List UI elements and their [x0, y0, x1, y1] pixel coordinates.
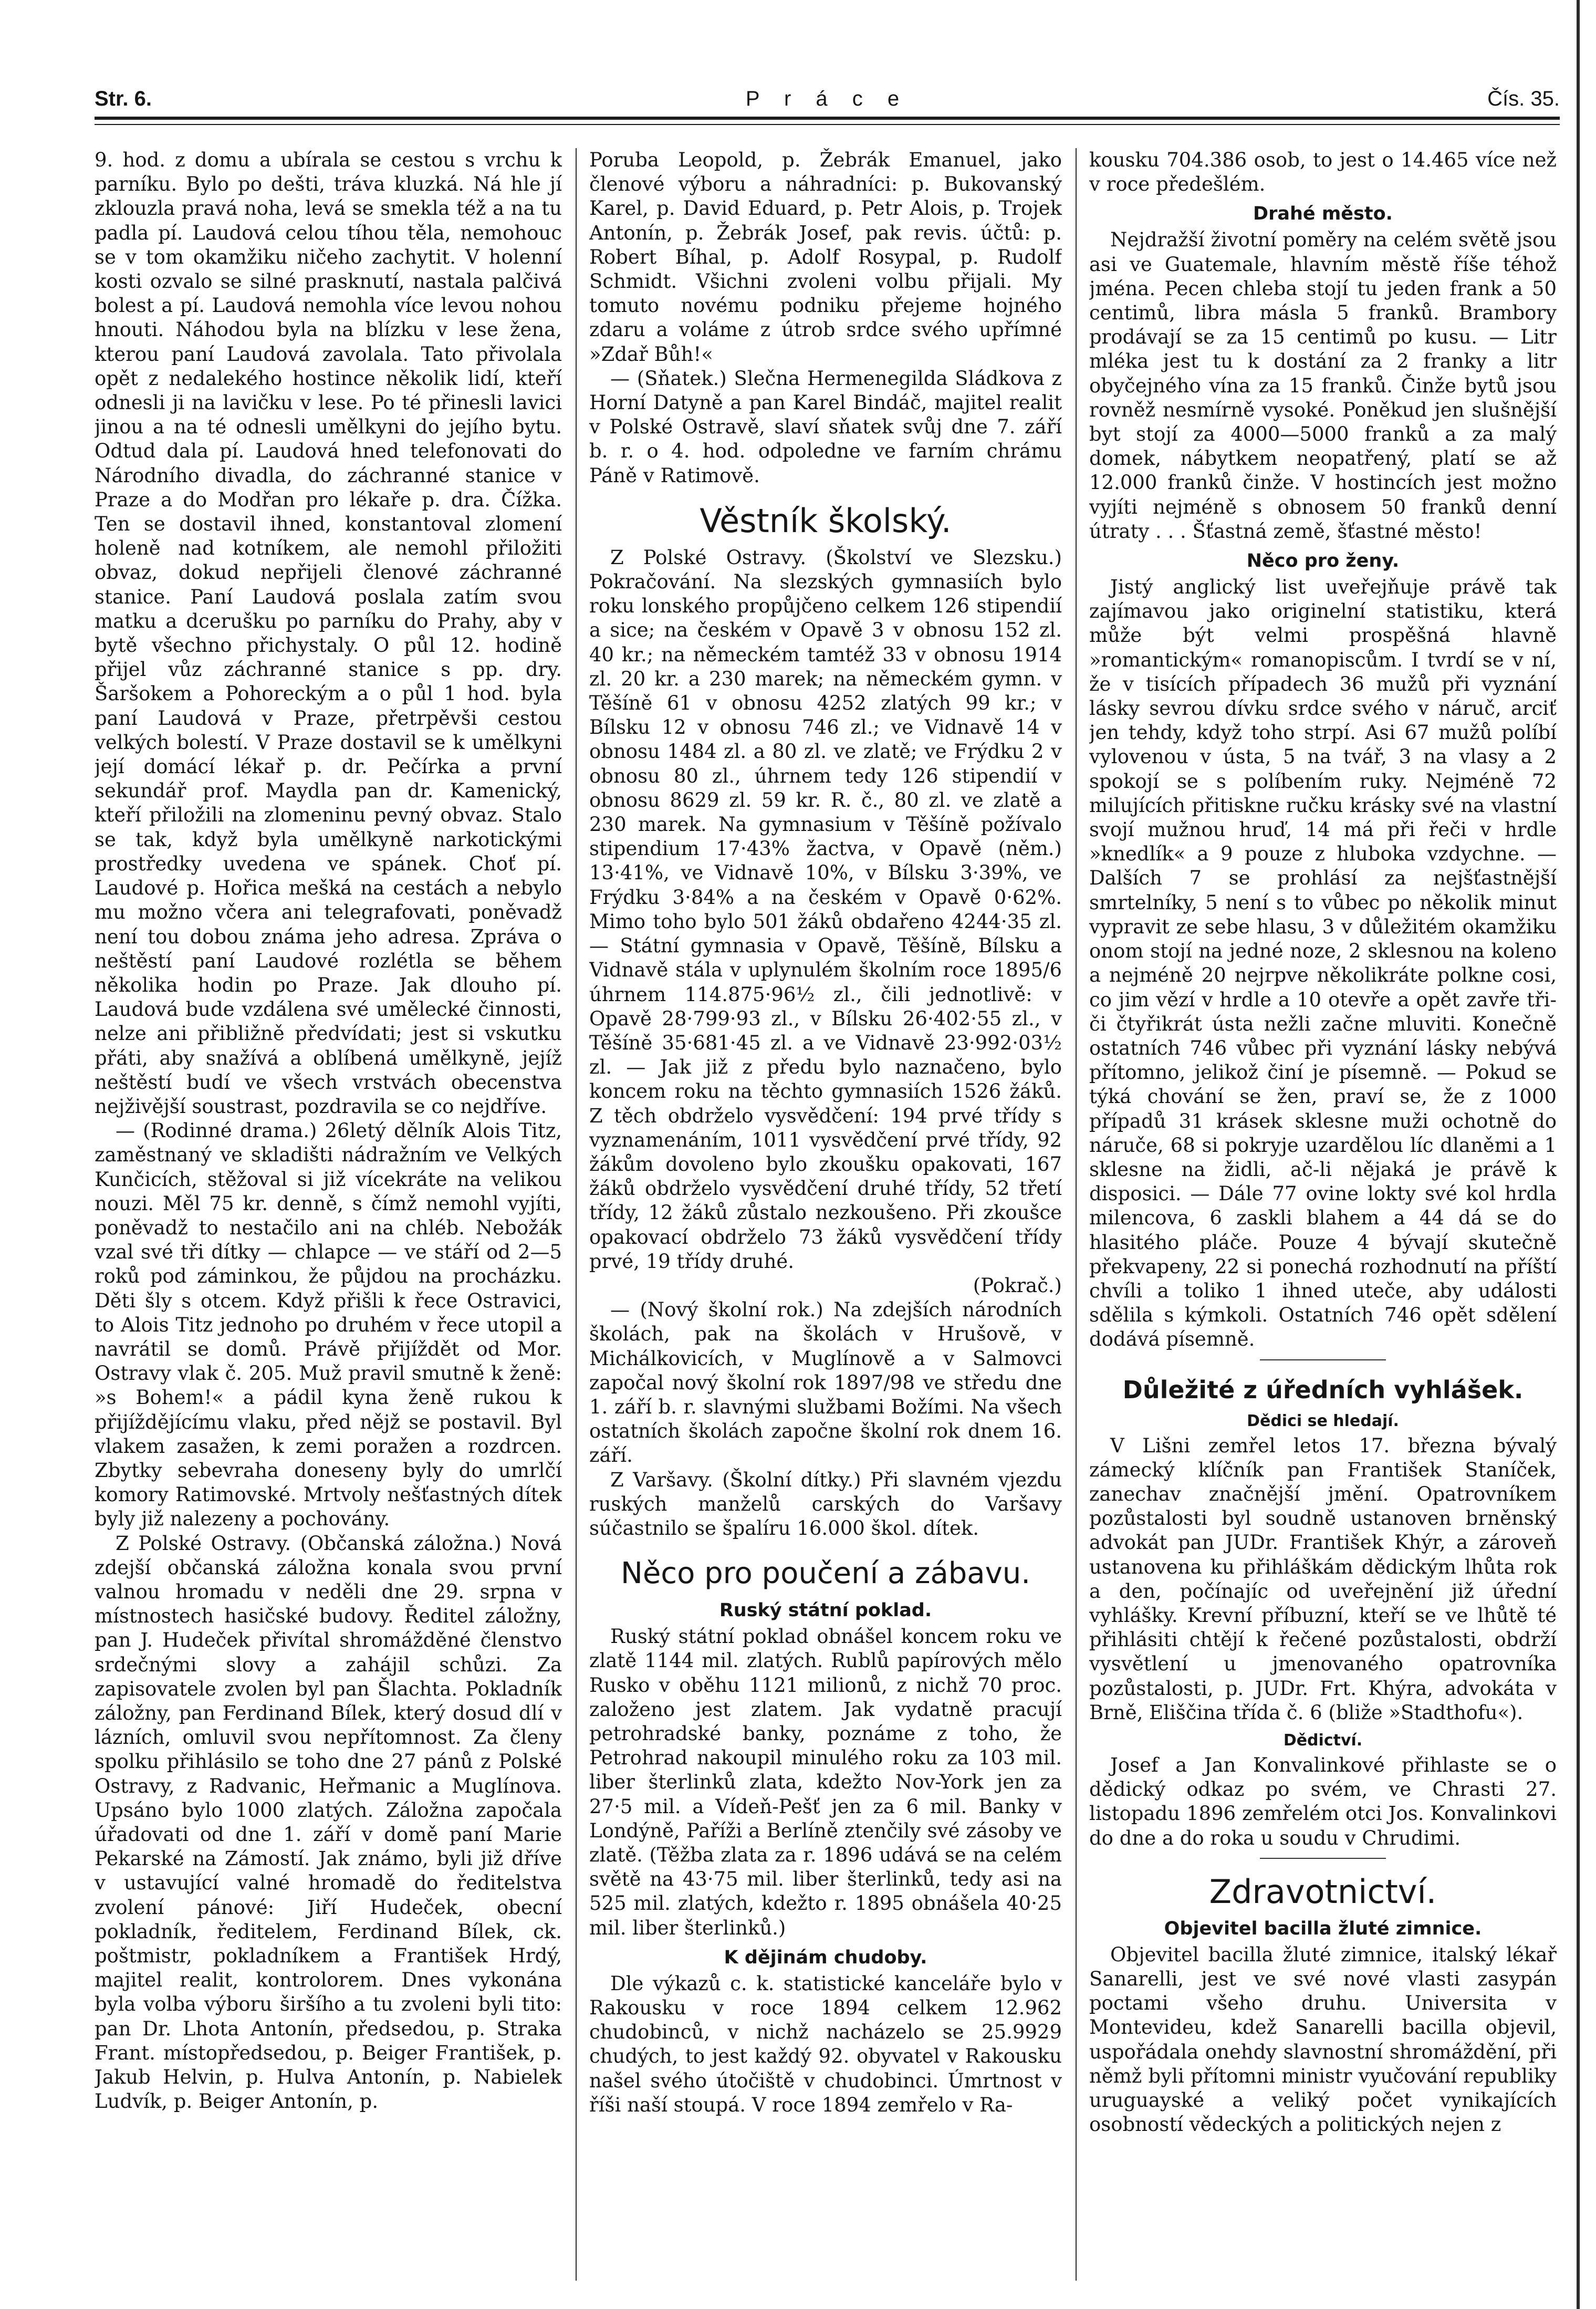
subheading-expensive-city: Drahé město.	[1253, 203, 1393, 225]
article-savings-bank: Z Polské Ostravy. (Občanská záložna.) Nová zdejší občanská záložna konala svou první valnou hromadu v neděli dne 29. srpna v místnostech hasičské budovy. Ředitel záložny, pan J. Hudeček přivítal shromážděné členstvo srdečnými slovy a zahájil schůzi. Za zapisovatele zvolen byl pan Šlachta. Pokladník záložny, pan Ferdinand Bílek, který dosud dlí v lázních, omluvil svou nepřítomnost. Za členy spolku přihlásilo se toho dne 27 pánů z Polské Ostravy, z Radvanic, Heřmanic a Muglínova. Upsáno bylo 1000 zlatých. Záložna započala úřadovati od dne 1. září v domě paní Marie Pekarské na Zámostí. Jak známo, byli již dříve v ustavující valné hromadě do ředitelstva zvolení pánové: Jiří Hudeček, obecní pokladník, ředitelem, Ferdinand Bílek, ck. poštmistr, pokladníkem a František Hrdý, majitel realit, kontrolorem. Dnes vykonána byla volba výboru širšího a tu zvoleni byli tito: pan Dr. Lhota Antonín, předsedou, p. Straka Frant. místopředsedou, p. Beiger František, p. Jakub Helvin, p. Hulva Antonín, p. Nabielek Ludvík, p. Beiger Antonín, p.	[95, 1532, 562, 2113]
separator-rule	[1260, 1858, 1386, 1859]
article-paragraph: Poruba Leopold, p. Žebrák Emanuel, jako členové výboru a náhradníci: p. Bukovanský Karel, p. David Eduard, p. Petr Alois, p. Trojek Antonín, p. Žebrák Josef, pak revis. účtů: p. Robert Bíhal, p. Adolf Rosypal, p. Rudolf Schmidt. Všichni zvoleni volbu přijali. My tomuto novému podniku přejeme hojného zdaru a voláme z útrob srdce svého upřímné »Zdař Bůh!«	[589, 149, 1062, 366]
article-paragraph: kousku 704.386 osob, to jest o 14.465 více než v roce předešlém.	[1089, 149, 1557, 196]
subheading-yellow-fever: Objevitel bacilla žluté zimnice.	[1164, 1918, 1482, 1939]
subheading-russian-treasury: Ruský státní poklad.	[719, 1600, 932, 1621]
subheading-heirs-wanted: Dědici se hledají.	[1247, 1411, 1399, 1430]
article-wedding: — (Sňatek.) Slečna Hermenegilda Sládkova z Horní Datyně a pan Karel Bindáč, majitel realit v Polské Ostravě, slaví sňatek svůj dne 7. září b. r. o 4. hod. odpoledne ve farním chrámu Páně v Ratimově.	[589, 367, 1062, 487]
continued-note: (Pokrač.)	[973, 1274, 1062, 1297]
column-divider	[576, 148, 577, 2281]
article-warsaw: Z Varšavy. (Školní dítky.) Při slavném vjezdu ruských manželů carských do Varšavy súčastnilo se špalíru 16.000 škol. dítek.	[589, 1468, 1062, 1540]
article-school-silesia: Z Polské Ostravy. (Školství ve Slezsku.) Pokračování. Na slezských gymnasiích bylo roku lonského propůjčeno celkem 126 stipendií a sice; na českém v Opavě 3 v obnosu 152 zl. 40 kr.; na německém tamtéž 33 v obnosu 1914 zl. 20 kr. a 230 marek; na německém gymn. v Těšíně 61 v obnosu 4252 zlatých 99 kr.; v Bílsku 12 v obnosu 746 zl.; ve Vidnavě 14 v obnosu 1484 zl. a 80 zl. ve zlatě; ve Frýdku 2 v obnosu 80 zl., úhrnem tedy 126 stipendií v obnosu 8629 zl. 59 kr. R. č., 80 zl. ve zlatě a 230 marek. Na gymnasium v Těšíně požívalo stipendium 17·43% žactva, v Opavě (něm.) 13·41%, ve Vidnavě 10%, v Bílsku 3·39%, ve Frýdku 3·84% a na českém v Opavě 0·62%. Mimo toho bylo 501 žáků obdařeno 4244·35 zl. — Státní gymnasia v Opavě, Těšíně, Bílsku a Vidnavě stála v uplynulém školním roce 1895/6 úhrnem 114.875·96½ zl., čili jednotlivě: v Opavě 28·799·93 zl., v Bílsku 26·402·55 zl., v Těšíně 35·681·45 zl. a ve Vidnavě 23·992·03½ zl. — Jak již z předu bylo naznačeno, bylo koncem roku na těchto gymnasiích 1526 žáků. Z těch obdrželo vysvědčení: 194 prvé třídy s vyznamenáním, 1011 vysvědčení prvé třídy, 92 žákům dovoleno bylo zkoušku opakovati, 167 žáků obdrželo vysvědčení druhé třídy, 52 třetí třídy, 12 žáků zůstalo nezkoušeno. Při zkoušce opakovací obdrželo 73 žáků vysvědčení třídy prvé, 19 třídy druhé.	[589, 546, 1062, 1273]
section-heading-school-news: Věstník školský.	[700, 501, 952, 540]
article-expensive-city: Nejdražší životní poměry na celém světě jsou asi ve Guatemale, hlavním městě říše téhož jména. Pecen chleba stojí tu jeden frank a 50 centimů, libra másla 5 franků. Brambory prodávají se za 15 centimů po kusu. — Litr mléka jest tu k dostání za 2 franky a litr obyčejného vína za 15 franků. Činže bytů jsou rovněž nesmírně vysoké. Poněkud jen slušnější byt stojí za 4000—5000 franků a za malý domek, nábytkem neopatřený, platí se až 12.000 franků činže. V hostincích jest možno vyjíti nejméně s obnosem 50 franků denní útraty . . . Šťastná země, šťastné město!	[1089, 228, 1557, 543]
subheading-inheritance: Dědictví.	[1283, 1731, 1363, 1750]
issue-number: Čís. 35.	[1487, 87, 1560, 110]
column-1	[95, 148, 562, 2302]
page-edge-border	[1577, 0, 1580, 2309]
separator-rule	[1260, 1359, 1386, 1360]
column-divider	[1076, 148, 1077, 2281]
subheading-poverty-history: K dějinám chudoby.	[724, 1947, 927, 1968]
article-for-women: Jistý anglický list uveřejňuje právě tak zajímavou jako originelní statistiku, která může být velmi prospěšná hlavně »romantickým« romanopiscům. I tvrdí se v ní, že v tisících případech 36 mužů při vyznání lásky sevrou dívku srdce svého v náruč, arciť jen tehdy, když toho strpí. Asi 67 mužů políbí vylovenou v ústa, 5 na tvář, 3 na vlasy a 2 spokojí se s políbením ruky. Nejméně 72 milujících přitiskne ručku krásky své na vlastní svojí mužnou hruď, 14 má při řeči v hrdle »knedlík« a 9 pouze z hluboka vzdychne. — Dalších 7 se prohlásí za nejšťastnější smrtelníky, 5 není s to vůbec po několik minut vypravit ze sebe hlasu, 3 v důležitém okamžiku onom stojí na jedné noze, 2 sklesnou na koleno a nejméně 20 nejrpve několikráte polkne cosi, co jim vězí v hrdle a 10 otevře a opět zavře tři- či čtyřikrát ústa nežli začne mluviti. Konečně ostatních 746 vůbec při vyznání lásky nebývá přítomno, jelikož činí je písemně. — Pokud se týká chování se žen, praví se, že z 1000 případů 31 krásek sklesne muži ochotně do náruče, 68 si pokryje uzardělou líc dlaněmi a 1 sklesne na židli, ač-li nějaká je právě k disposici. — Dále 77 ovine lokty své kol hrdla milencova, 6 zaskli blahem a 44 dá se do hlasitého pláče. Pouze 4 bývají skutečně překvapeny, 22 si ponechá rozhodnutí na příští chvíli a toliko 1 ihned uteče, aby události sdělila s kýmkoli. Ostatních 746 opět sdělení dodává písemně.	[1089, 576, 1557, 1351]
section-heading-official-notices: Důležité z úředních vyhlášek.	[1122, 1375, 1524, 1404]
article-new-school-year: — (Nový školní rok.) Na zdejších národních školách, pak na školách v Hrušově, v Michálkovicích, v Muglínově a v Salmovci započal nový školní rok 1897/98 ve středu dne 1. září b. r. slavnými službami Božími. Na všech ostatních školách započne školní rok dnem 16. září.	[589, 1298, 1062, 1467]
column-2	[589, 148, 1062, 2302]
article-heirs-wanted: V Lišni zemřel letos 17. března bývalý zámecký klíčník pan František Staníček, zanechav značnější jmění. Opatrovníkem pozůstalosti byl soudně ustanoven brněnský advokát pan JUDr. František Khýr, a zároveň ustanovena ku přihláškám dědickým lhůta rok a den, počínajíc od uveřejnění již úřední vyhlášky. Krevní příbuzní, kteří se ve lhůtě té přihlásiti chtějí k řečené pozůstalosti, obdrží vysvětlení u jmenovaného opatrovníka pozůstalosti, p. JUDr. Frt. Khýra, advokáta v Brně, Eliščina třída č. 6 (bliže »Stadthofu«).	[1089, 1434, 1557, 1724]
subheading-for-women: Něco pro ženy.	[1246, 550, 1400, 572]
header-rule-thin	[95, 124, 1560, 125]
header-rule-thick	[95, 117, 1560, 120]
article-paragraph: 9. hod. z domu a ubírala se cestou s vrchu k parníku. Bylo po dešti, tráva kluzká. Ná hle jí zklouzla pravá noha, levá se smekla též a na tu padla pí. Laudová celou tíhou těla, nemohouc se v tom okamžiku ničeho zachytit. V holenní kosti ozvalo se silné prasknutí, nastala palčivá bolest a pí. Laudová nemohla více levou nohou hnouti. Náhodou byla na blízku v lese žena, kterou paní Laudová zavolala. Tato přivolala opět z nedalekého hostince několik lidí, kteří odnesli ji na lavičku v lese. Po té přinesli lavici jinou a na té odnesli umělkyni do jejího bytu. Odtud dala pí. Laudová hned telefonovati do Národního divadla, do záchranné stanice v Praze a do Modřan pro lékaře p. dra. Čížka. Ten se dostavil ihned, konstantoval zlomení holeně nad kotníkem, ale nemohl přiložiti obvaz, dokud nepřijeli členové záchranné stanice. Paní Laudová poslala zatím svou matku a dcerušku po parníku do Prahy, aby v bytě všechno přichystaly. O půl 12. hodině přijel vůz záchranné stanice s pp. dry. Šaršokem a Pohoreckým a o půl 1 hod. byla paní Laudová v Praze, přetrpěvši cestou velkých bolestí. V Praze dostavil se k umělkyni její domácí lékař p. dr. Pečírka a první sekundář prof. Maydla pan dr. Kamenický, kteří přiložili na zlomeninu pevný obvaz. Stalo se tak, když byla umělkyně narkotickými prostředky uvedena ve spánek. Choť pí. Laudové p. Hořica mešká na cestách a nebylo mu možno včera ani telegrafovati, poněvadž není tou dobou známa jeho adresa. Zpráva o neštěstí paní Laudové rozlétla se během několika hodin po Praze. Jak dlouho pí. Laudová bude vzdálena své umělecké činnosti, nelze ani přibližně předvídati; jest si vskutku přáti, aby snažívá a oblíbená umělkyně, jejíž neštěstí budí ve všech vrstvách obecenstva nejživější soustrast, pozdravila se co nejdříve.	[95, 149, 562, 1118]
section-heading-health: Zdravotnictví.	[1209, 1872, 1437, 1911]
page-number: Str. 6.	[95, 87, 152, 110]
section-heading-education-entertainment: Něco pro poučení a zábavu.	[620, 1556, 1031, 1591]
article-russian-treasury: Ruský státní poklad obnášel koncem roku ve zlatě 1144 mil. zlatých. Rublů papírových mělo Rusko v oběhu 1121 milionů, z nichž 70 proc. založeno jest zlatem. Jak vydatně pracují petrohradské banky, poznáme z toho, že Petrohrad nakoupil minulého roku za 103 mil. liber šterlinků zlata, kdežto Nov-York jen za 27·5 mil. a Vídeň-Pešť jen za 6 mil. Banky v Londýně, Paříži a Berlíně ztenčily své zásoby ve zlatě. (Těžba zlata za r. 1896 udává se na celém světě na 43·75 mil. liber šterlinků, tedy asi na 525 mil. zlatých, kdežto r. 1895 obnášela 40·25 mil. liber šterlinků.)	[589, 1625, 1062, 1939]
article-family-drama: — (Rodinné drama.) 26letý dělník Alois Titz, zaměstnaný ve skladišti nádražním ve Velkých Kunčicích, stěžoval si již vícekráte na velikou nouzi. Měl 75 kr. denně, s čímž nemohl vyjíti, poněvadž to nestačilo ani na chléb. Nebožák vzal své tři dítky — chlapce — ve stáří od 2—5 roků pod záminkou, že půjdou na procházku. Děti šly s otcem. Když přišli k řece Ostravici, to Alois Titz jednoho po druhém v řece utopil a navrátil se domů. Právě přijíždět od Mor. Ostravy vlak č. 205. Muž pravil smutně k ženě: »s Bohem!« a pádil kyna ženě rukou k přijíždějícímu vlaku, před nějž se postavil. Byl vlakem zasažen, k zemi poražen a rozdrcen. Zbytky sebevraha doneseny byly do umrlčí komory Ratimovské. Mrtvoly nešťastných dítek byly již nalezeny a pochovány.	[95, 1119, 562, 1531]
article-poverty: Dle výkazů c. k. statistické kanceláře bylo v Rakousku v roce 1894 celkem 12.962 chudobinců, v nichž nacházelo se 25.9929 chudých, to jest každý 92. obyvatel v Rakousku našel svého útočiště v chudobinci. Úmrtnost v říši naší stoupá. V roce 1894 zemřelo v Ra-	[589, 1972, 1062, 2116]
article-yellow-fever: Objevitel bacilla žluté zimnice, italský lékař Sanarelli, jest ve své nové vlasti zasypán poctami všeho druhu. Universita v Montevideu, kdež Sanarelli bacilla objevil, uspořádala onehdy slavnostní shromáždění, při němž byli přítomni ministr vyučování republiky uruguayské a veliký počet vynikajících osobností vědeckých a politických nejen z	[1089, 1943, 1557, 2136]
article-inheritance: Josef a Jan Konvalinkové přihlaste se o dědický odkaz po svém, ve Chrasti 27. listopadu 1896 zemřelém otci Jos. Konvalinkovi do dne a do roka u soudu v Chrudimi.	[1089, 1753, 1557, 1849]
newspaper-title: P r á c e	[745, 87, 909, 110]
column-3	[1089, 148, 1557, 2302]
